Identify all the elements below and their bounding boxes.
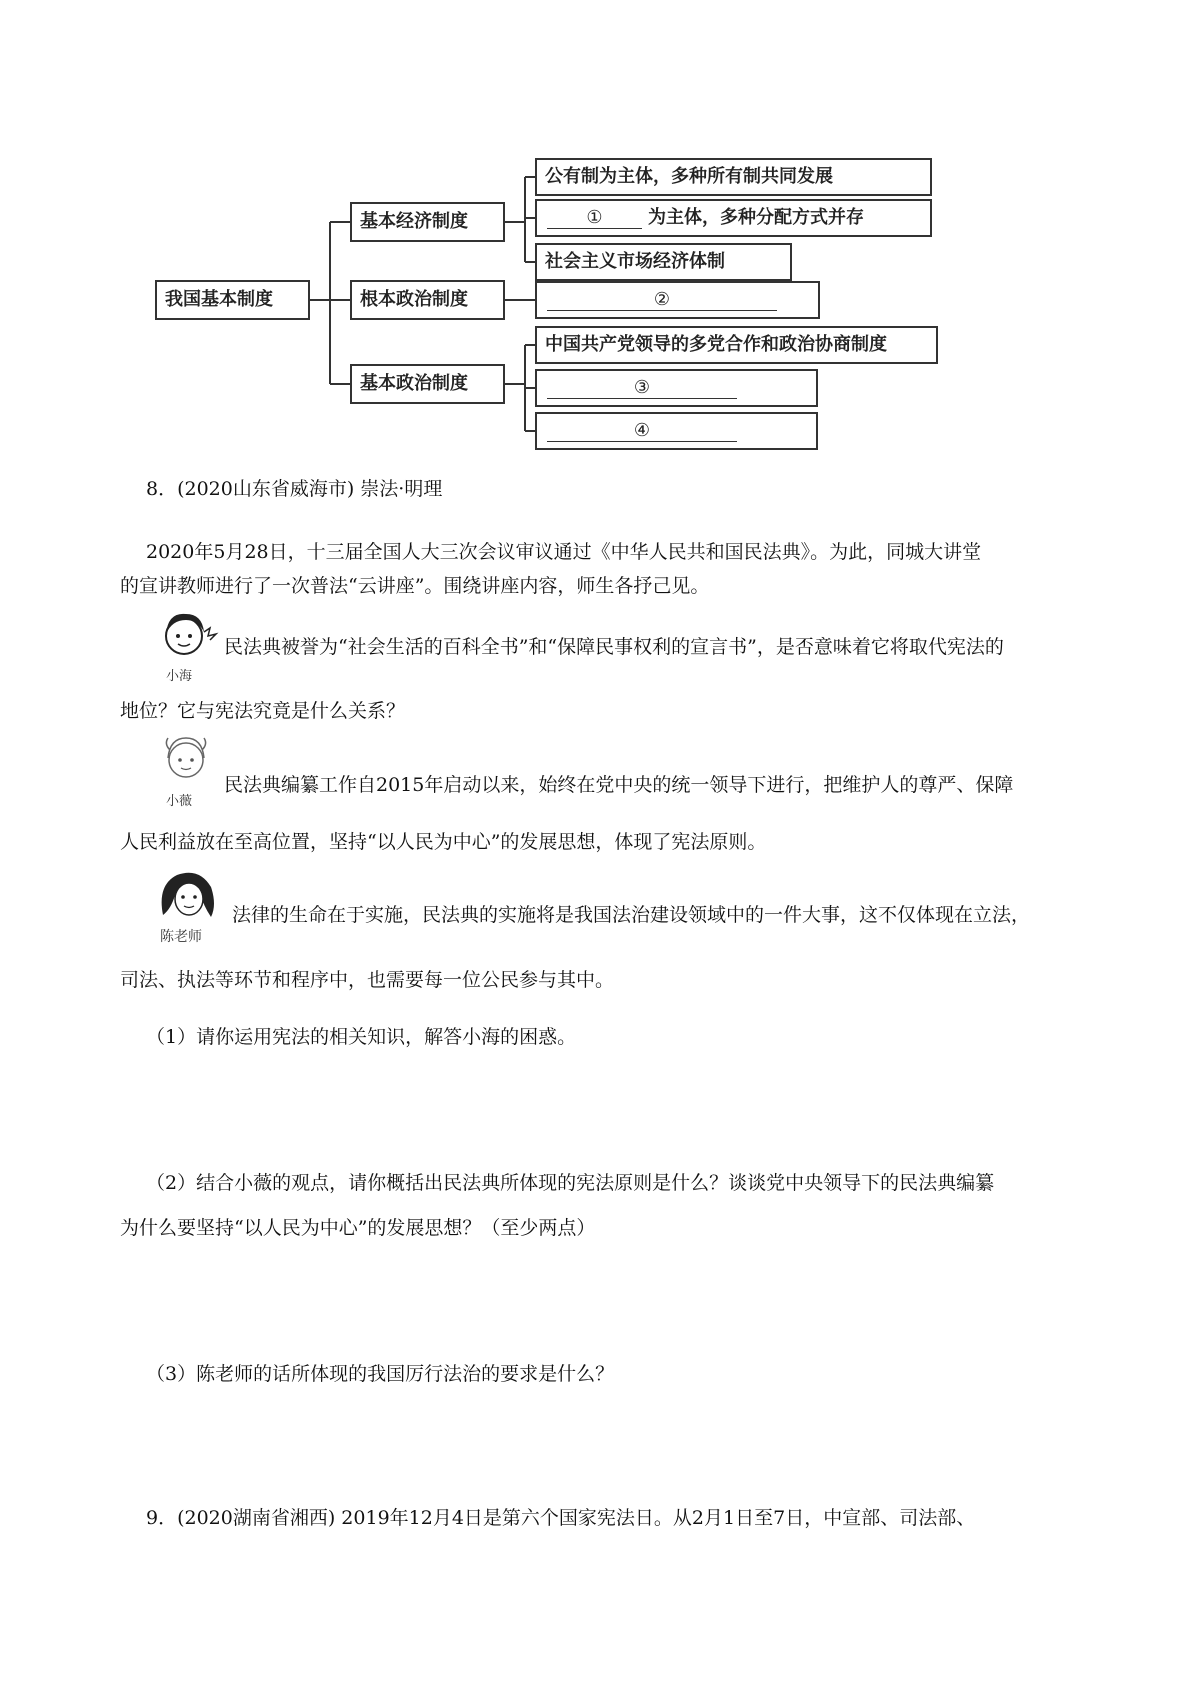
mindmap-blank-1[interactable]: ① bbox=[547, 208, 642, 229]
question-9-line1: 9．(2020湖南省湘西) 2019年12月4日是第六个国家宪法日。从2月1日至7日，中宣部、司法部、 bbox=[146, 1507, 976, 1529]
xiaowei-speech-line1: 民法典编纂工作自2015年启动以来，始终在党中央的统一领导下进行，把维护人的尊严、保障 bbox=[224, 774, 1014, 796]
xiaowei-caption: 小薇 bbox=[166, 794, 193, 809]
mindmap-leaf-blank-3 bbox=[535, 369, 818, 407]
mindmap-leaf-multiparty bbox=[535, 326, 938, 364]
question-8-sub2-line1: （2）结合小薇的观点，请你概括出民法典所体现的宪法原则是什么？谈谈党中央领导下的民法典编纂 bbox=[146, 1172, 995, 1194]
mindmap-root-label: 我国基本制度 bbox=[165, 289, 273, 310]
mindmap-branch-basic-political bbox=[350, 364, 505, 404]
mindmap-branch-fundamental-political-label: 根本政治制度 bbox=[360, 289, 468, 310]
question-8-sub2-line2: 为什么要坚持“以人民为中心”的发展思想？（至少两点） bbox=[120, 1217, 596, 1239]
teacher-speech-line1: 法律的生命在于实施，民法典的实施将是我国法治建设领域中的一件大事，这不仅体现在立法， bbox=[232, 904, 1031, 926]
mindmap-leaf-blank-4 bbox=[535, 412, 818, 450]
teacher-speech-line2: 司法、执法等环节和程序中，也需要每一位公民参与其中。 bbox=[120, 969, 615, 991]
mindmap-root bbox=[155, 280, 310, 320]
question-8-intro-line2: 的宣讲教师进行了一次普法“云讲座”。围绕讲座内容，师生各抒己见。 bbox=[120, 575, 710, 597]
xiaohai-speech-line2: 地位？它与宪法究竟是什么关系？ bbox=[120, 700, 406, 722]
xiaohai-caption: 小海 bbox=[166, 669, 193, 684]
mindmap-blank-3[interactable]: ③ bbox=[547, 378, 737, 399]
question-8-sub3: （3）陈老师的话所体现的我国厉行法治的要求是什么？ bbox=[146, 1363, 615, 1385]
mindmap-branch-basic-political-label: 基本政治制度 bbox=[360, 373, 468, 394]
teacher-caption: 陈老师 bbox=[160, 929, 202, 945]
mindmap-leaf-distribution-label: 为主体，多种分配方式并存 bbox=[648, 207, 864, 228]
mindmap-diagram bbox=[0, 0, 1200, 460]
mindmap-blank-2[interactable]: ② bbox=[547, 290, 777, 311]
mindmap-leaf-ownership-label: 公有制为主体，多种所有制共同发展 bbox=[545, 166, 833, 187]
xiaowei-speech-line2: 人民利益放在至高位置，坚持“以人民为中心”的发展思想，体现了宪法原则。 bbox=[120, 831, 767, 853]
question-8-heading: 8．(2020山东省威海市) 崇法·明理 bbox=[146, 478, 443, 500]
mindmap-branch-economic bbox=[350, 202, 505, 242]
mindmap-blank-4[interactable]: ④ bbox=[547, 421, 737, 442]
mindmap-leaf-multiparty-label: 中国共产党领导的多党合作和政治协商制度 bbox=[545, 334, 887, 355]
mindmap-leaf-distribution bbox=[535, 199, 932, 237]
question-8-sub1: （1）请你运用宪法的相关知识，解答小海的困惑。 bbox=[146, 1026, 577, 1048]
xiaohai-speech-line1: 民法典被誉为“社会生活的百科全书”和“保障民事权利的宣言书”，是否意味着它将取代宪法的 bbox=[224, 636, 1004, 658]
question-8-intro-line1: 2020年5月28日，十三届全国人大三次会议审议通过《中华人民共和国民法典》。为此，同城大讲堂 bbox=[146, 541, 982, 563]
mindmap-leaf-market-label: 社会主义市场经济体制 bbox=[545, 251, 725, 272]
mindmap-leaf-market bbox=[535, 243, 792, 281]
mindmap-branch-economic-label: 基本经济制度 bbox=[360, 211, 468, 232]
mindmap-leaf-blank-2 bbox=[535, 281, 820, 319]
mindmap-branch-fundamental-political bbox=[350, 280, 505, 320]
mindmap-leaf-ownership bbox=[535, 158, 932, 196]
